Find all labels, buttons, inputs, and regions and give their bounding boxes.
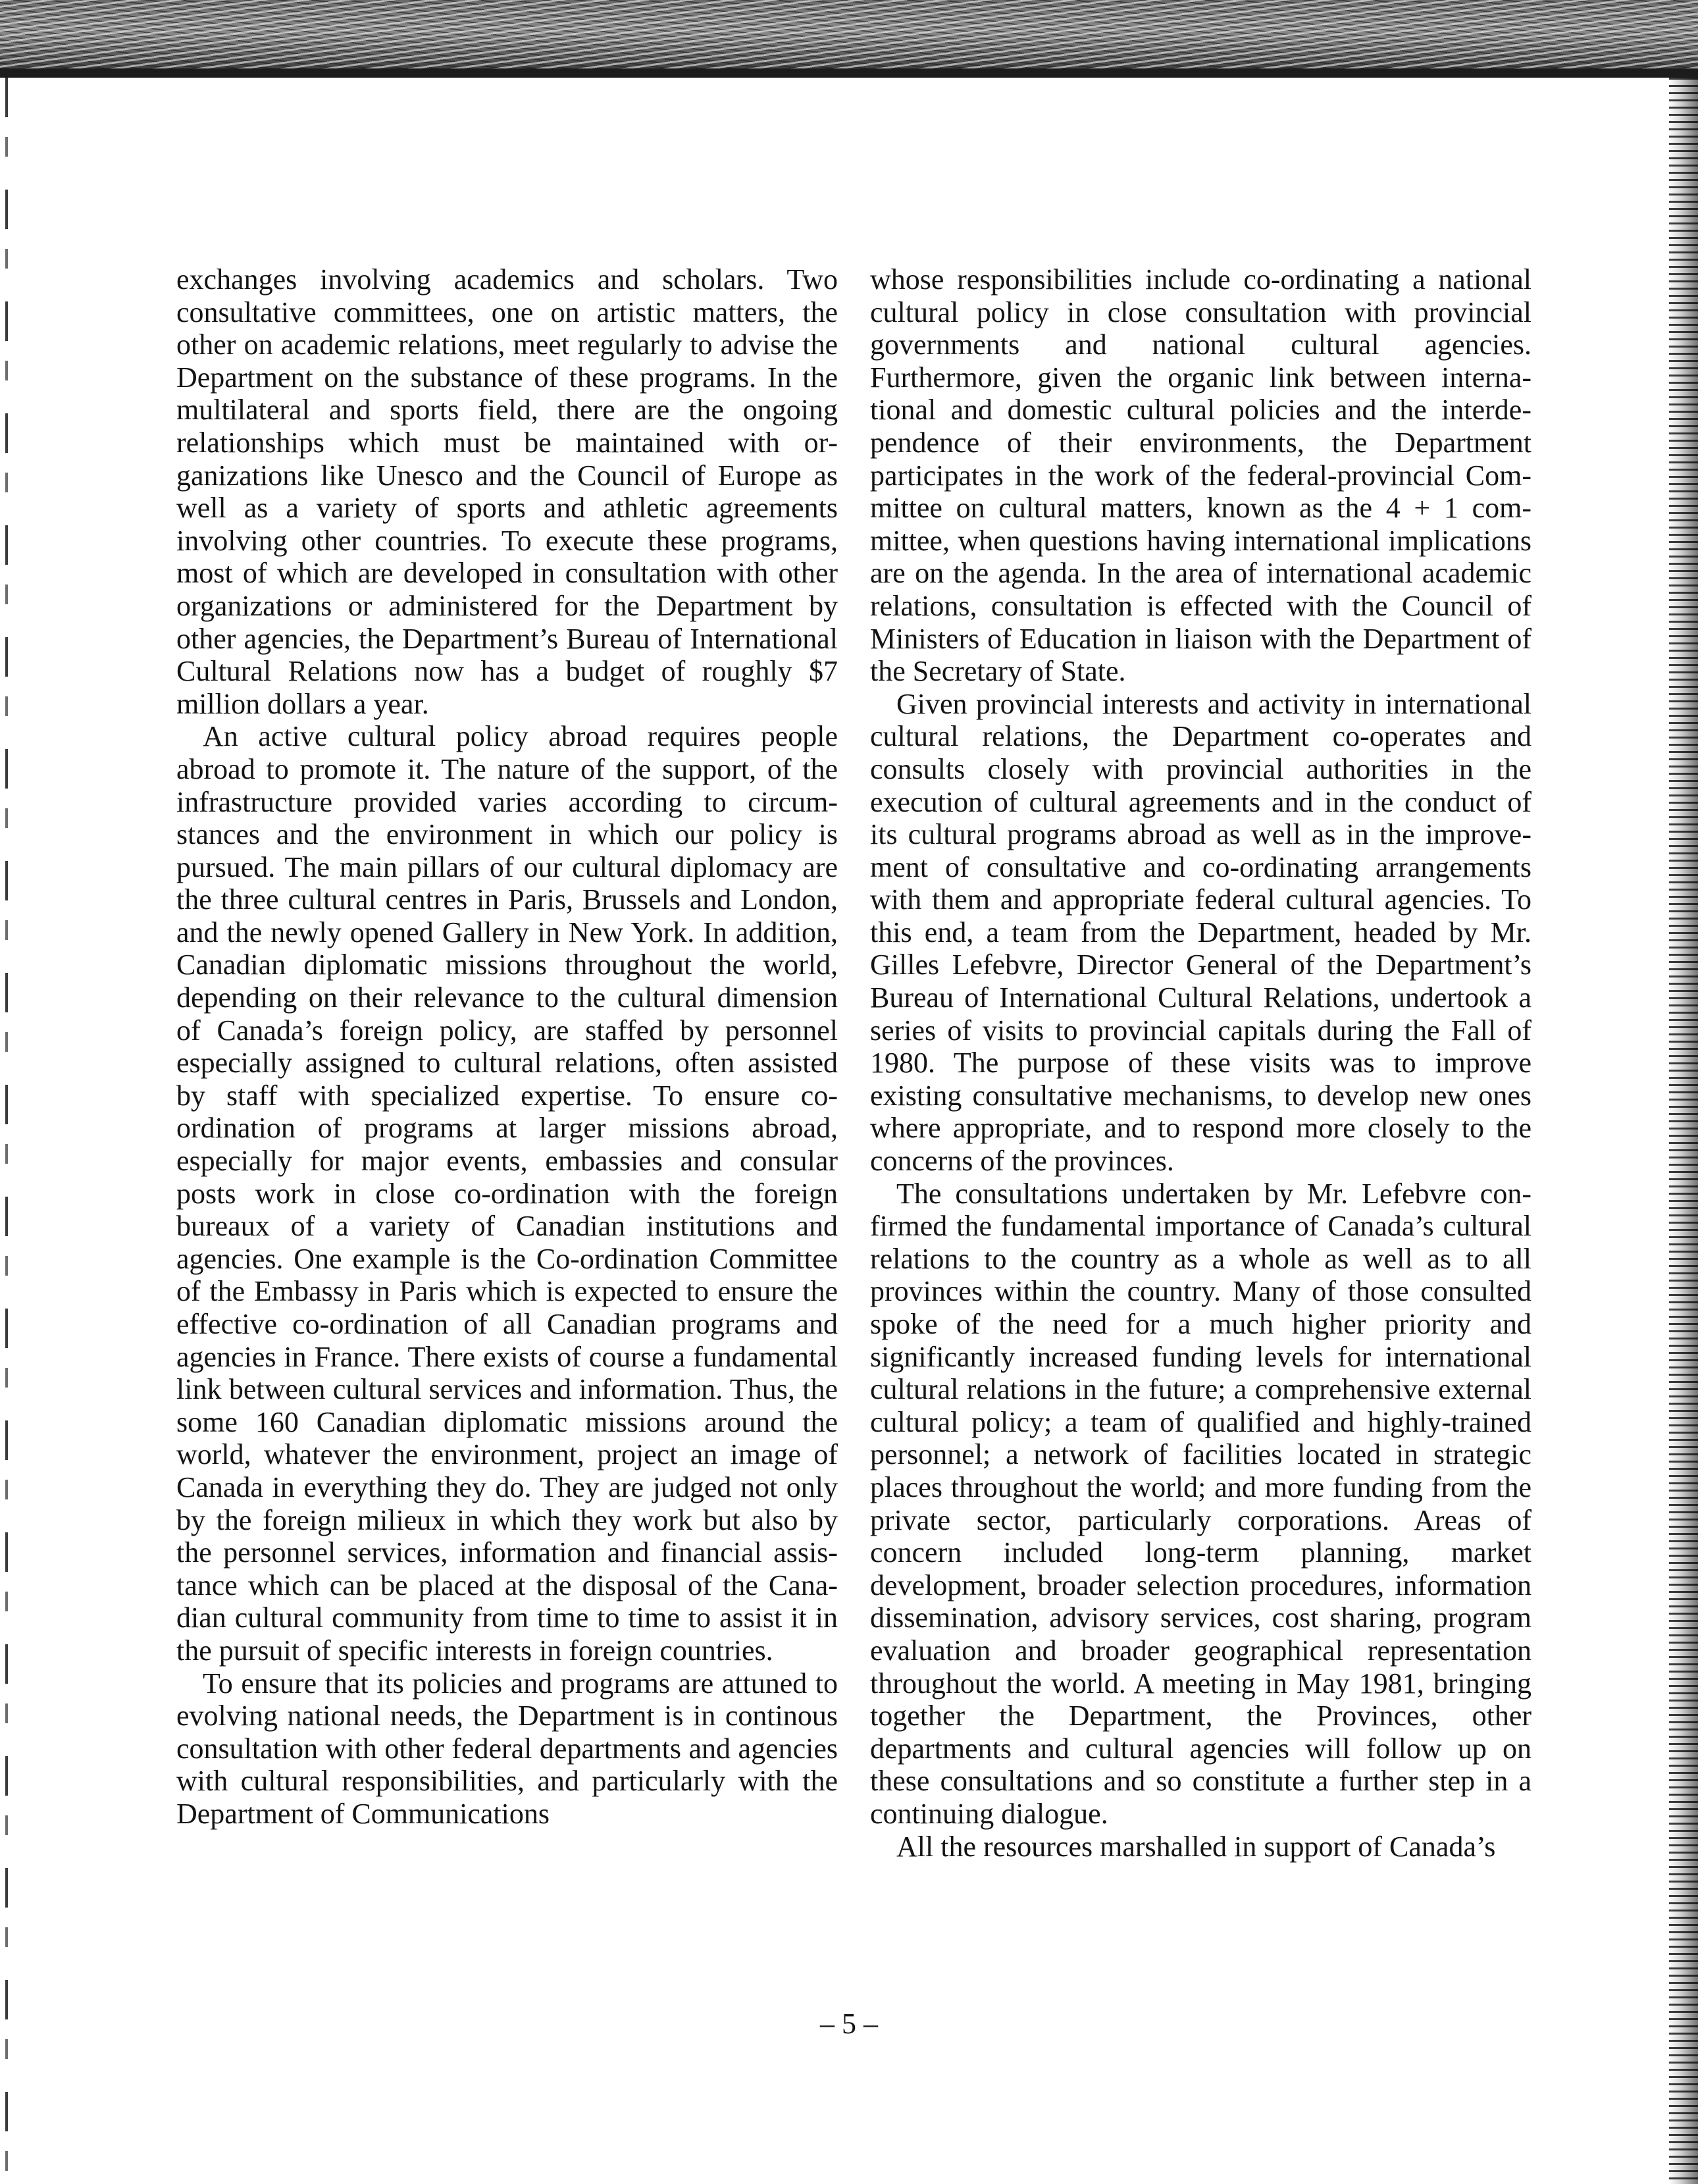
right-paragraph-4: All the resources marshalled in support of Canada’s: [896, 1830, 1496, 1863]
right-paragraph-1: whose responsibilities include co-ordinating a national cultural policy in close consultation with provincial governments and national cultural agencies. Furthermore, given the organic link between international and domestic cultural policies and the interdependence of their environments, the Department participates in the work of the federal-provincial Committee on cultural matters, known as the 4 + 1 committee, when questions having international implications are on the agenda. In the area of international academic relations, consultation is effected with the Council of Ministers of Education in liaison with the Department of the Secretary of State.: [870, 263, 1531, 688]
right-column: [870, 263, 1531, 1863]
left-paragraph-3: To ensure that its policies and programs are attuned to evolving national needs, the Department is in continous consultation with other federal departments and agencies with cultural responsibilities, and particularly with the Department of Communications: [176, 1667, 838, 1830]
left-column: [176, 263, 838, 1831]
left-paragraph-2: An active cultural policy abroad requires people abroad to promote it. The nature of the support, of the infrastructure provided varies according to circumstances and the environment in which our policy is pursued. The main pillars of our cultural diplomacy are the three cultural centres in Paris, Brussels and London, and the newly opened Gallery in New York. In addition, Canadian diplomatic missions throughout the world, depending on their relevance to the cultural dimension of Canada’s foreign policy, are staffed by personnel especially assigned to cultural relations, often assisted by staff with specialized expertise. To ensure co-ordination of programs at larger missions abroad, especially for major events, embassies and consular posts work in close co-ordination with the foreign bureaux of a variety of Canadian institutions and agencies. One example is the Co-ordination Committee of the Embassy in Paris which is expected to ensure the effective co-ordination of all Canadian programs and agencies in France. There exists of course a fundamental link between cultural services and information. Thus, the some 160 Canadian diplomatic missions around the world, whatever the environment, project an image of Canada in everything they do. They are judged not only by the foreign milieux in which they work but also by the personnel services, information and financial assistance which can be placed at the disposal of the Canadian cultural community from time to time to assist it in the pursuit of specific interests in foreign countries.: [176, 720, 838, 1667]
scan-top-edge: [0, 0, 1698, 78]
left-paragraph-1: exchanges involving academics and scholars. Two consultative committees, one on artistic matters, the other on academic relations, meet regularly to advise the Department on the substance of these programs. In the multilateral and sports field, there are the ongoing relationships which must be maintained with organizations like Unesco and the Council of Europe as well as a variety of sports and athletic agreements involving other countries. To execute these programs, most of which are developed in consultation with other organizations or administered for the Department by other agencies, the Department’s Bureau of International Cultural Relations now has a budget of roughly $7 million dollars a year.: [176, 263, 838, 720]
right-paragraph-3: The consultations undertaken by Mr. Lefebvre confirmed the fundamental importance of Canada’s cultural relations to the country as a whole as well as to all provinces within the country. Many of those consulted spoke of the need for a much higher priority and significantly increased funding levels for international cultural relations in the future; a comprehensive external cultural policy; a team of qualified and highly-trained personnel; a network of facilities located in strategic places throughout the world; and more funding from the private sector, particularly corporations. Areas of concern included long-term planning, market development, broader selection procedures, information dissemination, advisory services, cost sharing, program evaluation and broader geographical representation throughout the world. A meeting in May 1981, bringing together the Department, the Provinces, other departments and cultural agencies will follow up on these consultations and so constitute a further step in a continuing dialogue.: [870, 1177, 1531, 1830]
right-paragraph-2: Given provincial interests and activity in international cultural relations, the Department co-operates and consults closely with provincial authorities in the execution of cultural agreements and in the conduct of its cultural programs abroad as well as in the improvement of consultative and co-ordinating arrangements with them and appropriate federal cultural agencies. To this end, a team from the Department, headed by Mr. Gilles Lefebvre, Director General of the Department’s Bureau of International Cultural Relations, undertook a series of visits to provincial capitals during the Fall of 1980. The purpose of these visits was to improve existing consultative mechanisms, to develop new ones where appropriate, and to respond more closely to the concerns of the provinces.: [870, 687, 1531, 1178]
page-number: – 5 –: [820, 2008, 878, 2040]
scan-left-edge: [5, 78, 8, 2171]
scan-right-edge: [1669, 78, 1698, 2184]
